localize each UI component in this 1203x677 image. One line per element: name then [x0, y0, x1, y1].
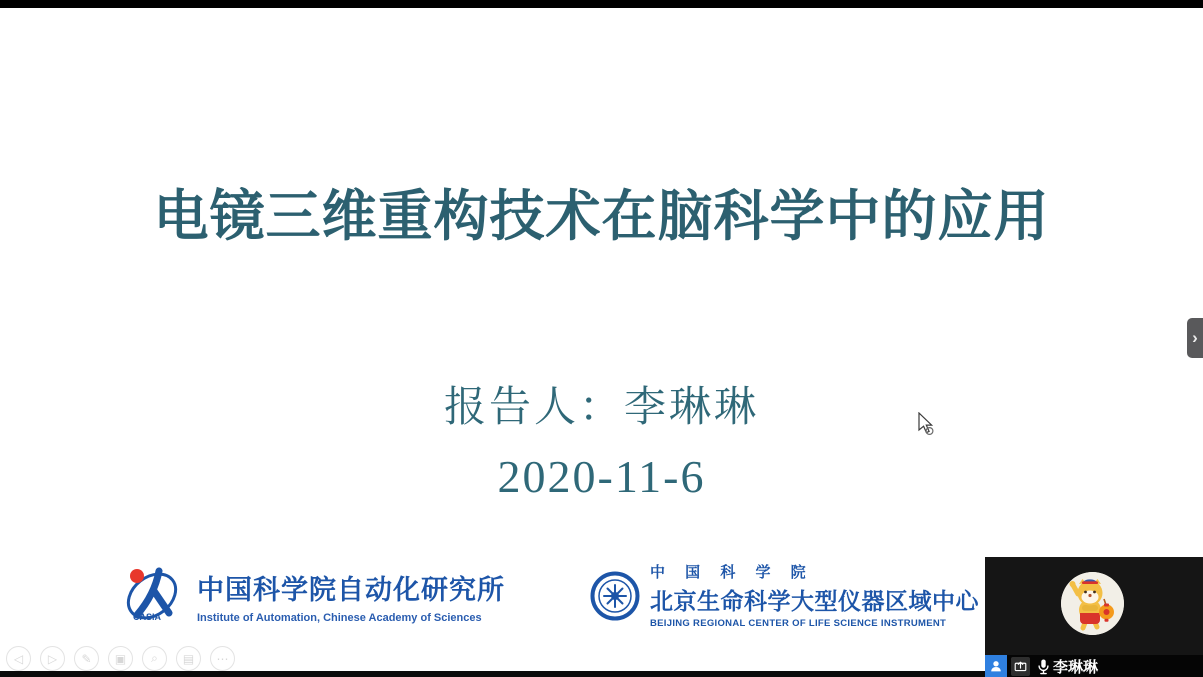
pen-icon: ✎: [81, 651, 92, 666]
casia-acronym: CASIA: [133, 612, 162, 622]
cas-center-line2: 北京生命科学大型仪器区域中心: [650, 588, 979, 614]
participant-name-bar: [985, 655, 1203, 677]
casia-logo-icon: [123, 563, 181, 629]
slides-panel-button[interactable]: [108, 646, 133, 671]
next-slide-button[interactable]: [40, 646, 65, 671]
cas-center-line3: BEIJING REGIONAL CENTER OF LIFE SCIENCE INSTRUMENT: [650, 618, 947, 629]
notes-view-button[interactable]: [176, 646, 201, 671]
microphone-icon: [1036, 658, 1051, 675]
cas-center-line1: 中 国 科 学 院: [650, 564, 814, 581]
cas-center-logo: [590, 561, 979, 629]
participant-icon: [989, 659, 1003, 673]
previous-slide-icon: ◁: [13, 651, 24, 666]
slideshow-toolbar: [6, 646, 235, 671]
slides-panel-icon: ▣: [114, 651, 127, 666]
chevron-right-icon: ›: [1192, 328, 1198, 347]
previous-slide-button[interactable]: [6, 646, 31, 671]
magnifier-icon: ⌕: [151, 651, 158, 665]
screen-share-icon: [1014, 660, 1027, 673]
screen-share-button[interactable]: [1011, 657, 1030, 676]
microphone-indicator[interactable]: [1036, 658, 1051, 675]
panel-expand-tab[interactable]: [1187, 318, 1203, 358]
participant-name: 李琳琳: [1053, 658, 1099, 676]
participant-button[interactable]: [985, 655, 1007, 677]
notes-view-icon: ▤: [182, 651, 195, 666]
presenter-line: 报告人：李琳琳: [443, 385, 759, 431]
pen-button[interactable]: [74, 646, 99, 671]
casia-logo: [123, 563, 505, 629]
slide-title: 电镜三维重构技术在脑科学中的应用: [153, 186, 1050, 247]
next-slide-icon: ▷: [47, 651, 58, 666]
more-options-button[interactable]: [210, 646, 235, 671]
avatar-cartoon-icon: [1061, 572, 1124, 635]
date-line: 2020-11-6: [497, 451, 706, 502]
casia-name-en: Institute of Automation, Chinese Academy of Sciences: [197, 612, 482, 624]
magnifier-button[interactable]: [142, 646, 167, 671]
casia-name-zh: 中国科学院自动化研究所: [197, 575, 505, 605]
participant-avatar: [1061, 572, 1124, 635]
more-icon: ⋯: [216, 651, 229, 666]
participant-video-tile[interactable]: [985, 557, 1203, 677]
cas-emblem-icon: [590, 571, 640, 621]
top-black-bar: [0, 0, 1203, 8]
